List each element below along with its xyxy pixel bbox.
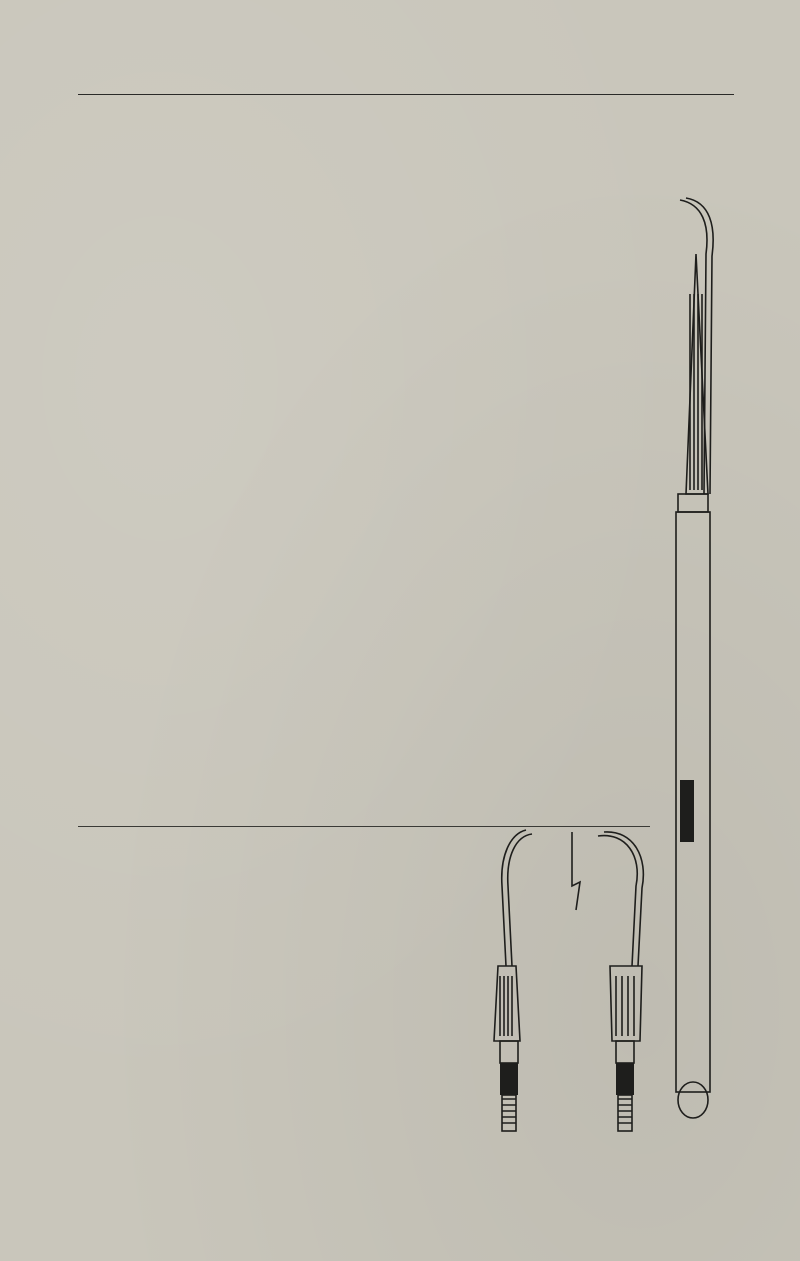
section2-line3 bbox=[78, 1076, 92, 1101]
running-header bbox=[82, 64, 742, 92]
peeso-blade-detail bbox=[572, 832, 580, 910]
header-rule bbox=[78, 94, 734, 95]
long-handle-illustration bbox=[666, 194, 726, 1124]
engraver-mark bbox=[682, 784, 696, 840]
chisels-55-66-illustration bbox=[96, 205, 656, 495]
fig-77-handle-mark bbox=[497, 1066, 523, 1096]
chisels-67-72-illustration bbox=[76, 518, 346, 793]
second-row-numbers bbox=[76, 796, 346, 820]
fig-78-handle-mark bbox=[613, 1066, 639, 1096]
top-row-numbers bbox=[96, 488, 656, 512]
